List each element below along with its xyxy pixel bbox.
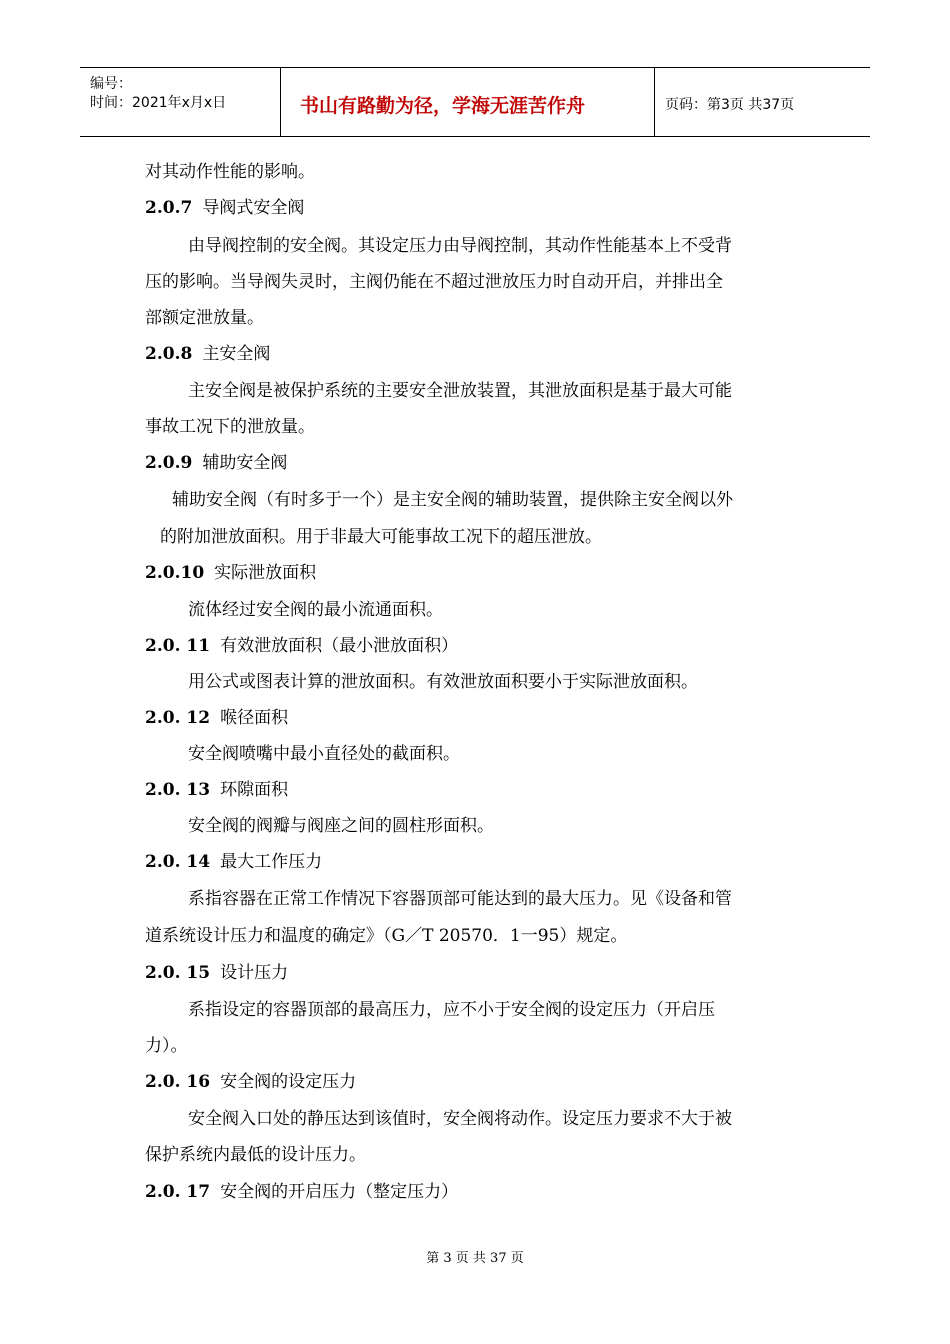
section-heading	[145, 780, 288, 800]
section-number: 2.0.8	[145, 344, 193, 364]
header-meta-cell	[80, 68, 281, 136]
document-code-label: 编号：	[90, 76, 132, 92]
header-motto-cell	[280, 68, 655, 136]
section-title: 安全阀的开启压力（整定压力）	[220, 1182, 459, 1202]
section-number: 2.0. 15	[145, 963, 211, 983]
section-heading	[145, 453, 287, 473]
section-number: 2.0. 14	[145, 852, 211, 872]
paragraph-line: 系指容器在正常工作情况下容器顶部可能达到的最大压力。见《设备和管	[188, 889, 732, 909]
section-title: 导阀式安全阀	[202, 198, 305, 218]
paragraph-line: 由导阀控制的安全阀。其设定压力由导阀控制，其动作性能基本上不受背	[188, 236, 732, 256]
header-page-number: 页码：第3页 共37页	[665, 97, 795, 113]
paragraph-line: 用公式或图表计算的泄放面积。有效泄放面积要小于实际泄放面积。	[188, 672, 698, 692]
section-title: 辅助安全阀	[202, 453, 288, 473]
section-number: 2.0.9	[145, 453, 193, 473]
section-title: 最大工作压力	[220, 852, 323, 872]
paragraph-line: 事故工况下的泄放量。	[145, 417, 315, 437]
section-title: 主安全阀	[202, 344, 271, 364]
section-number: 2.0. 17	[145, 1182, 211, 1202]
section-title: 设计压力	[220, 963, 289, 983]
header-motto: 书山有路勤为径，学海无涯苦作舟	[300, 95, 586, 117]
section-number: 2.0. 11	[145, 636, 211, 656]
section-heading	[145, 852, 322, 872]
section-heading	[145, 1182, 458, 1202]
paragraph-line: 对其动作性能的影响。	[145, 162, 315, 182]
section-heading	[145, 198, 304, 218]
page-footer	[0, 1247, 950, 1266]
paragraph-line: 流体经过安全阀的最小流通面积。	[188, 600, 443, 620]
section-heading	[145, 1072, 356, 1092]
section-title: 安全阀的设定压力	[220, 1072, 357, 1092]
page-header	[80, 67, 870, 137]
paragraph-line: 道系统设计压力和温度的确定》（G／T 20570．1一95）规定。	[145, 926, 628, 946]
section-heading	[145, 708, 288, 728]
paragraph-line: 的附加泄放面积。用于非最大可能事故工况下的超压泄放。	[160, 527, 602, 547]
header-page-cell	[655, 68, 870, 136]
section-heading	[145, 344, 270, 364]
section-title: 环隙面积	[220, 780, 289, 800]
section-number: 2.0.7	[145, 198, 193, 218]
document-time-label: 时间：2021年x月x日	[90, 95, 227, 111]
section-number: 2.0. 13	[145, 780, 211, 800]
section-heading	[145, 563, 316, 583]
section-heading	[145, 963, 288, 983]
paragraph-line: 保护系统内最低的设计压力。	[145, 1145, 366, 1165]
paragraph-line: 安全阀喷嘴中最小直径处的截面积。	[188, 744, 460, 764]
section-title: 实际泄放面积	[214, 563, 317, 583]
section-number: 2.0.10	[145, 563, 205, 583]
paragraph-line: 主安全阀是被保护系统的主要安全泄放装置，其泄放面积是基于最大可能	[188, 381, 732, 401]
paragraph-line: 力）。	[145, 1036, 188, 1056]
paragraph-line: 安全阀的阀瓣与阀座之间的圆柱形面积。	[188, 816, 494, 836]
section-number: 2.0. 12	[145, 708, 211, 728]
paragraph-line: 辅助安全阀（有时多于一个）是主安全阀的辅助装置，提供除主安全阀以外	[172, 490, 733, 510]
paragraph-line: 安全阀入口处的静压达到该值时，安全阀将动作。设定压力要求不大于被	[188, 1109, 732, 1129]
footer-page-number: 第 3 页 共 37 页	[426, 1251, 524, 1266]
paragraph-line: 系指设定的容器顶部的最高压力，应不小于安全阀的设定压力（开启压	[188, 1000, 715, 1020]
paragraph-line: 压的影响。当导阀失灵时，主阀仍能在不超过泄放压力时自动开启，并排出全	[145, 272, 723, 292]
section-title: 有效泄放面积（最小泄放面积）	[220, 636, 459, 656]
section-heading	[145, 636, 458, 656]
section-title: 喉径面积	[220, 708, 289, 728]
section-number: 2.0. 16	[145, 1072, 211, 1092]
paragraph-line: 部额定泄放量。	[145, 308, 264, 328]
